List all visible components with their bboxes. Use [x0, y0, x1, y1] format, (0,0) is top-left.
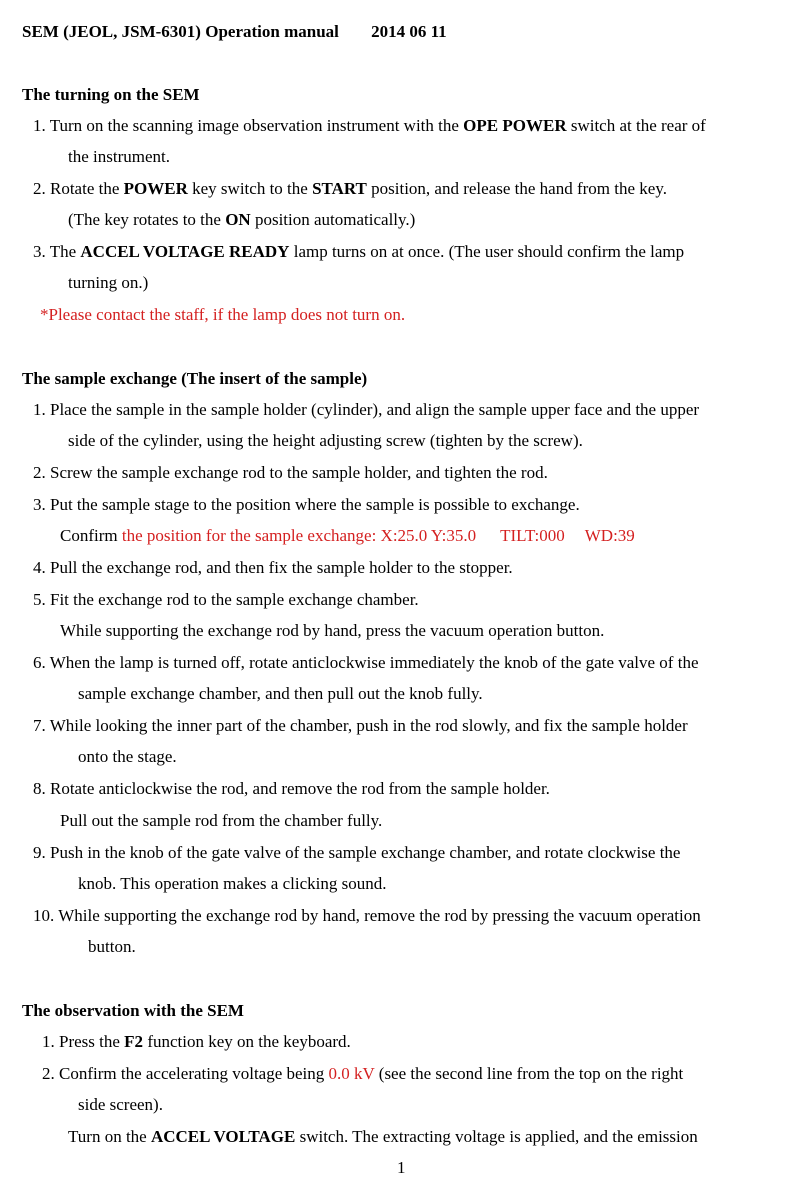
step-3-2-accel	[68, 1127, 698, 1147]
step-text: When the lamp is turned off, rotate anticlockwise immediately the knob of the gate valve of the	[49, 653, 699, 672]
step-text: Fit the exchange rod to the sample exchange chamber.	[50, 590, 419, 609]
step-keyword: F2	[124, 1032, 144, 1051]
tilt-value: TILT:000	[500, 526, 565, 545]
step-text: Confirm the accelerating voltage being	[59, 1064, 329, 1083]
step-number: 7.	[33, 716, 46, 735]
step-number: 6.	[33, 653, 46, 672]
step-2-9-cont: knob. This operation makes a clicking sound.	[78, 874, 387, 893]
step-3-2-cont: side screen).	[78, 1095, 163, 1114]
document-title	[22, 22, 447, 42]
step-number: 1.	[33, 400, 46, 419]
section-heading-sample-exchange: The sample exchange (The insert of the sample)	[22, 369, 368, 388]
step-2-2	[33, 463, 548, 483]
wd-value: WD:39	[584, 526, 635, 545]
step-text: Press the	[59, 1032, 125, 1051]
step-1-3	[33, 242, 684, 262]
step-2-5	[33, 590, 419, 610]
step-number: 2.	[33, 463, 46, 482]
step-2-6	[33, 653, 698, 673]
step-3-2	[42, 1064, 683, 1084]
step-2-3	[33, 495, 580, 515]
step-number: 2.	[42, 1064, 55, 1083]
step-text: While looking the inner part of the chamber, push in the rod slowly, and fix the sample holder	[49, 716, 688, 735]
step-keyword: ACCEL VOLTAGE READY	[80, 242, 290, 261]
step-number: 2.	[33, 179, 46, 198]
step-text: Turn on the scanning image observation instrument with the	[49, 116, 464, 135]
page-number: 1	[397, 1158, 406, 1177]
step-text: The	[49, 242, 81, 261]
step-number: 4.	[33, 558, 46, 577]
step-2-8-cont: Pull out the sample rod from the chamber fully.	[60, 811, 383, 830]
step-keyword: START	[312, 179, 367, 198]
accelerating-voltage-value: 0.0 kV	[328, 1064, 375, 1083]
step-text: position, and release the hand from the key.	[366, 179, 667, 198]
step-text: (The key rotates to the	[68, 210, 226, 229]
step-2-9	[33, 843, 680, 863]
step-2-7-cont: onto the stage.	[78, 747, 177, 766]
step-text: Place the sample in the sample holder (cylinder), and align the sample upper face and the upper	[50, 400, 700, 419]
step-text: key switch to the	[187, 179, 313, 198]
step-text: switch at the rear of	[566, 116, 706, 135]
step-2-10-cont: button.	[88, 937, 136, 956]
step-number: 3.	[33, 495, 46, 514]
step-text: function key on the keyboard.	[143, 1032, 351, 1051]
step-keyword: OPE POWER	[463, 116, 567, 135]
section-heading-observation: The observation with the SEM	[22, 1001, 244, 1020]
date-text: 2014 06 11	[371, 22, 447, 41]
section-heading-power-on: The turning on the SEM	[22, 85, 200, 104]
step-1-2-cont	[68, 210, 415, 230]
step-text: Rotate anticlockwise the rod, and remove the rod from the sample holder.	[50, 779, 550, 798]
exchange-position-value: the position for the sample exchange: X:25.0 Y:35.0	[121, 526, 477, 545]
title-text: SEM (JEOL, JSM-6301) Operation manual	[22, 22, 339, 41]
step-text: Put the sample stage to the position where the sample is possible to exchange.	[50, 495, 580, 514]
step-number: 9.	[33, 843, 46, 862]
step-text: While supporting the exchange rod by hand, remove the rod by pressing the vacuum operation	[58, 906, 701, 925]
step-text: Turn on the	[68, 1127, 151, 1146]
step-number: 3.	[33, 242, 46, 261]
step-2-3-confirm	[60, 526, 635, 546]
step-2-10	[33, 906, 701, 926]
step-keyword: ACCEL VOLTAGE	[150, 1127, 296, 1146]
step-number: 10.	[33, 906, 55, 925]
step-text: Pull the exchange rod, and then fix the sample holder to the stopper.	[50, 558, 513, 577]
step-3-1	[42, 1032, 351, 1052]
step-2-6-cont: sample exchange chamber, and then pull out the knob fully.	[78, 684, 483, 703]
step-1-1	[33, 116, 706, 136]
step-2-4	[33, 558, 513, 578]
step-2-8	[33, 779, 550, 799]
step-keyword: ON	[225, 210, 251, 229]
step-text: position automatically.)	[250, 210, 416, 229]
step-text: Rotate the	[50, 179, 124, 198]
step-2-5-cont: While supporting the exchange rod by hand, press the vacuum operation button.	[60, 621, 605, 640]
step-2-1	[33, 400, 699, 420]
step-number: 5.	[33, 590, 46, 609]
step-text: Screw the sample exchange rod to the sample holder, and tighten the rod.	[50, 463, 548, 482]
step-1-3-cont: turning on.)	[68, 273, 149, 292]
step-text: lamp turns on at once. (The user should confirm the lamp	[289, 242, 685, 261]
confirm-label: Confirm	[60, 526, 122, 545]
staff-contact-note: *Please contact the staff, if the lamp does not turn on.	[40, 305, 406, 324]
step-number: 1.	[42, 1032, 55, 1051]
step-2-7	[33, 716, 688, 736]
step-number: 1.	[33, 116, 46, 135]
step-number: 8.	[33, 779, 46, 798]
step-text: switch. The extracting voltage is applied, and the emission	[295, 1127, 698, 1146]
step-1-1-cont: the instrument.	[68, 147, 170, 166]
step-text: (see the second line from the top on the right	[374, 1064, 684, 1083]
step-text: Push in the knob of the gate valve of the sample exchange chamber, and rotate clockwise the	[50, 843, 681, 862]
step-keyword: POWER	[123, 179, 188, 198]
step-2-1-cont: side of the cylinder, using the height adjusting screw (tighten by the screw).	[68, 431, 583, 450]
step-1-2	[33, 179, 667, 199]
